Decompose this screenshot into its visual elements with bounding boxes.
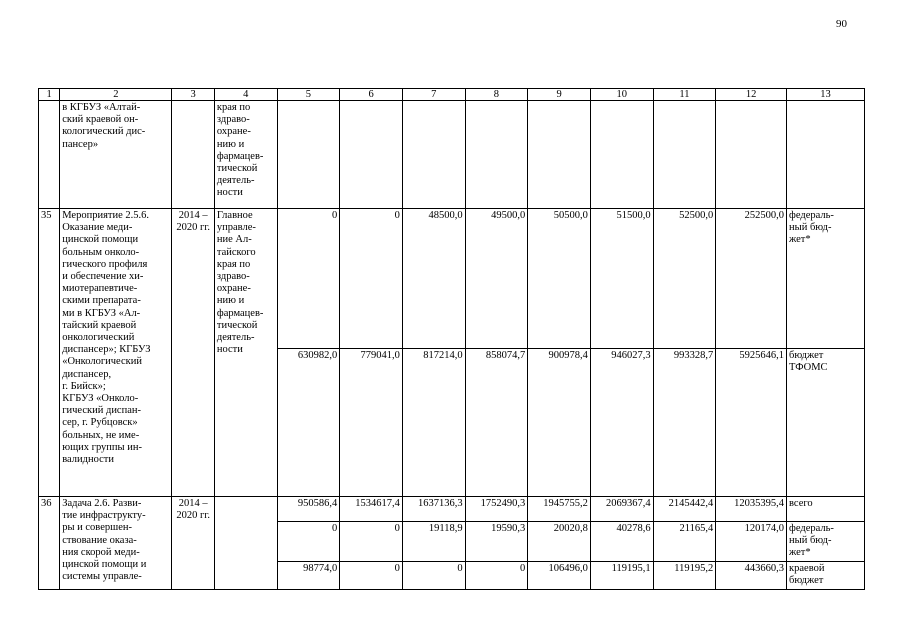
value-cell: 119195,1: [590, 562, 653, 590]
row-number-cell: 36: [39, 497, 60, 590]
table-row-35: [39, 209, 865, 349]
source-cell: федераль- ный бюд- жет*: [787, 209, 865, 349]
value-cell: 817214,0: [402, 349, 465, 497]
source-cell: краевой бюджет: [787, 562, 865, 590]
value-cell: 50500,0: [528, 209, 591, 349]
value-cell: 0: [340, 522, 403, 562]
value-cell: 19118,9: [402, 522, 465, 562]
value-cell: 0: [277, 209, 340, 349]
value-cell: 630982,0: [277, 349, 340, 497]
header-cell: 3: [172, 89, 214, 101]
value-cell: 0: [465, 562, 528, 590]
value-cell: 0: [402, 562, 465, 590]
value-cell: 946027,3: [590, 349, 653, 497]
executor-cell: края по здраво- охране- нию и фармацев- тической деятель- ности: [214, 101, 277, 209]
value-cell: 49500,0: [465, 209, 528, 349]
value-cell: 993328,7: [653, 349, 716, 497]
header-cell: 4: [214, 89, 277, 101]
header-cell: 9: [528, 89, 591, 101]
value-cell: [402, 101, 465, 209]
measure-description: Задача 2.6. Разви- тие инфраструкту- ры и совершен- ствование оказа- ния скорой меди- цинской помощи и системы управле-: [60, 497, 172, 590]
value-cell: 1945755,2: [528, 497, 591, 522]
header-cell: 10: [590, 89, 653, 101]
page-number: 90: [836, 18, 847, 30]
header-cell: 7: [402, 89, 465, 101]
value-cell: 0: [340, 562, 403, 590]
value-cell: 48500,0: [402, 209, 465, 349]
value-cell: 120174,0: [716, 522, 787, 562]
value-cell: [590, 101, 653, 209]
measure-description: в КГБУЗ «Алтай- ский краевой он- кологический дис- пансер»: [60, 101, 172, 209]
value-cell: 950586,4: [277, 497, 340, 522]
value-cell: 900978,4: [528, 349, 591, 497]
header-cell: 12: [716, 89, 787, 101]
header-cell: 5: [277, 89, 340, 101]
value-cell: [716, 101, 787, 209]
value-cell: 1534617,4: [340, 497, 403, 522]
executor-cell: Главное управле- ние Ал- тайского края по здраво- охране- нию и фармацев- тической деятель- ности: [214, 209, 277, 497]
years-cell: 2014 – 2020 гг.: [172, 209, 214, 497]
value-cell: 20020,8: [528, 522, 591, 562]
header-cell: 13: [787, 89, 865, 101]
value-cell: 21165,4: [653, 522, 716, 562]
budget-table: [38, 88, 865, 590]
value-cell: [528, 101, 591, 209]
row-number-cell: [39, 101, 60, 209]
value-cell: 1752490,3: [465, 497, 528, 522]
source-cell: [787, 101, 865, 209]
header-cell: 2: [60, 89, 172, 101]
table-row-36: [39, 497, 865, 522]
years-cell: [172, 101, 214, 209]
value-cell: 52500,0: [653, 209, 716, 349]
value-cell: 443660,3: [716, 562, 787, 590]
header-cell: 6: [340, 89, 403, 101]
value-cell: 40278,6: [590, 522, 653, 562]
value-cell: 1637136,3: [402, 497, 465, 522]
value-cell: 19590,3: [465, 522, 528, 562]
value-cell: 2145442,4: [653, 497, 716, 522]
executor-cell: [214, 497, 277, 590]
value-cell: 252500,0: [716, 209, 787, 349]
header-row: [39, 89, 865, 101]
source-cell: бюджет ТФОМС: [787, 349, 865, 497]
value-cell: 51500,0: [590, 209, 653, 349]
header-cell: 1: [39, 89, 60, 101]
value-cell: 98774,0: [277, 562, 340, 590]
value-cell: [465, 101, 528, 209]
value-cell: 119195,2: [653, 562, 716, 590]
value-cell: [340, 101, 403, 209]
header-cell: 8: [465, 89, 528, 101]
value-cell: 0: [277, 522, 340, 562]
source-cell: всего: [787, 497, 865, 522]
header-cell: 11: [653, 89, 716, 101]
value-cell: 858074,7: [465, 349, 528, 497]
table-row-continuation: [39, 101, 865, 209]
value-cell: 2069367,4: [590, 497, 653, 522]
measure-description: Мероприятие 2.5.6. Оказание меди- цинской помощи больным онколо- гического профиля и обеспечение хи- миотерапевтиче- скими препарата- ми в КГБУЗ «Ал- тайский краевой онкологический диспансер»; КГБУЗ «Онкологический диспансер, г. Бийск»; КГБУЗ «Онколо- гический диспан- сер, г. Рубцовск» больных, не име- ющих группы ин- валидности: [60, 209, 172, 497]
value-cell: 0: [340, 209, 403, 349]
value-cell: [653, 101, 716, 209]
value-cell: 5925646,1: [716, 349, 787, 497]
value-cell: 779041,0: [340, 349, 403, 497]
value-cell: 12035395,4: [716, 497, 787, 522]
source-cell: федераль- ный бюд- жет*: [787, 522, 865, 562]
years-cell: 2014 – 2020 гг.: [172, 497, 214, 590]
value-cell: 106496,0: [528, 562, 591, 590]
row-number-cell: 35: [39, 209, 60, 497]
value-cell: [277, 101, 340, 209]
